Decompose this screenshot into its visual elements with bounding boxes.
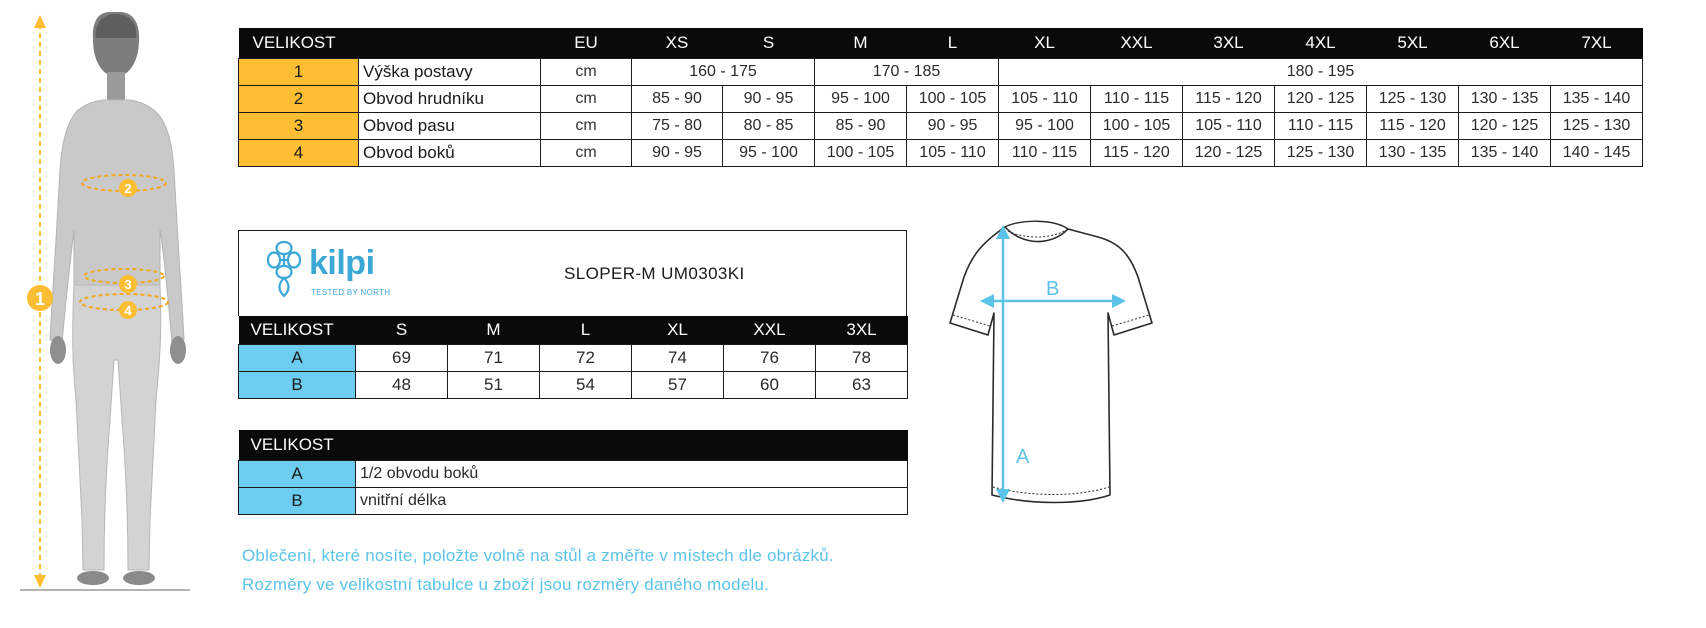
row-key: A — [239, 345, 356, 372]
row-number: 3 — [239, 113, 359, 140]
header-xs: XS — [632, 28, 723, 59]
person-legs — [73, 285, 161, 570]
legend-row-a — [239, 461, 908, 488]
row-label: Obvod pasu — [359, 113, 541, 140]
tshirt-outline-icon — [930, 215, 1200, 515]
legend-header — [239, 430, 908, 461]
table-cell: 105 - 110 — [1183, 113, 1275, 140]
header-l: L — [540, 316, 632, 345]
table-cell: 130 - 135 — [1367, 140, 1459, 167]
header-3xl: 3XL — [1183, 28, 1275, 59]
marker-4-label: 4 — [124, 303, 132, 318]
row-unit: cm — [541, 113, 632, 140]
legend-row-b — [239, 488, 908, 515]
table-row-height — [239, 59, 1643, 86]
marker-2 — [119, 179, 137, 197]
table-cell: 105 - 110 — [907, 140, 999, 167]
table-row-a — [239, 345, 908, 372]
header-l: L — [907, 28, 999, 59]
body-table-header — [239, 28, 1643, 59]
body-size-table — [238, 28, 1643, 167]
instruction-line-2: Rozměry ve velikostní tabulce u zboží jsou rozměry daného modelu. — [242, 575, 770, 594]
table-cell: 90 - 95 — [632, 140, 723, 167]
height-range-m-l: 170 - 185 — [815, 59, 999, 86]
instruction-line-1: Oblečení, které nosíte, položte volně na stůl a změřte v místech dle obrázků. — [242, 546, 834, 565]
header-m: M — [448, 316, 540, 345]
measurement-legend-table — [238, 430, 908, 515]
header-6xl: 6XL — [1459, 28, 1551, 59]
table-cell: 115 - 120 — [1091, 140, 1183, 167]
table-cell: 95 - 100 — [723, 140, 815, 167]
table-cell: 78 — [816, 345, 908, 372]
row-label: Obvod boků — [359, 140, 541, 167]
tshirt-label-a: A — [1016, 446, 1030, 468]
table-cell: 63 — [816, 372, 908, 399]
header-s: S — [356, 316, 448, 345]
row-label: Obvod hrudníku — [359, 86, 541, 113]
table-row-waist — [239, 113, 1643, 140]
tshirt-label-b: B — [1046, 278, 1060, 300]
table-cell: 100 - 105 — [907, 86, 999, 113]
table-row-hips — [239, 140, 1643, 167]
table-cell: 140 - 145 — [1551, 140, 1643, 167]
header-eu: EU — [541, 28, 632, 59]
header-xxl: XXL — [1091, 28, 1183, 59]
header-7xl: 7XL — [1551, 28, 1643, 59]
table-cell: 120 - 125 — [1183, 140, 1275, 167]
marker-2-label: 2 — [124, 181, 132, 196]
table-cell: 120 - 125 — [1275, 86, 1367, 113]
row-key: B — [239, 488, 356, 515]
table-cell: 125 - 130 — [1367, 86, 1459, 113]
header-4xl: 4XL — [1275, 28, 1367, 59]
table-row-chest — [239, 86, 1643, 113]
table-cell: 100 - 105 — [815, 140, 907, 167]
header-m: M — [815, 28, 907, 59]
header-velikost: VELIKOST — [239, 430, 908, 461]
table-cell: 135 - 140 — [1459, 140, 1551, 167]
height-range-xl-7xl: 180 - 195 — [999, 59, 1643, 86]
table-cell: 75 - 80 — [632, 113, 723, 140]
table-cell: 100 - 105 — [1091, 113, 1183, 140]
table-cell: 90 - 95 — [907, 113, 999, 140]
table-cell: 105 - 110 — [999, 86, 1091, 113]
table-cell: 69 — [356, 345, 448, 372]
table-cell: 125 - 130 — [1275, 140, 1367, 167]
table-cell: 95 - 100 — [815, 86, 907, 113]
table-cell: 80 - 85 — [723, 113, 815, 140]
header-xl: XL — [999, 28, 1091, 59]
marker-1 — [27, 285, 53, 311]
person-figure — [0, 0, 210, 600]
row-number: 1 — [239, 59, 359, 86]
row-number: 4 — [239, 140, 359, 167]
header-xxl: XXL — [724, 316, 816, 345]
marker-1-label: 1 — [34, 289, 46, 309]
table-cell: 125 - 130 — [1551, 113, 1643, 140]
header-5xl: 5XL — [1367, 28, 1459, 59]
legend-description: 1/2 obvodu boků — [356, 461, 908, 488]
table-cell: 90 - 95 — [723, 86, 815, 113]
table-cell: 76 — [724, 345, 816, 372]
header-3xl: 3XL — [816, 316, 908, 345]
row-key: B — [239, 372, 356, 399]
row-label: Výška postavy — [359, 59, 541, 86]
table-cell: 57 — [632, 372, 724, 399]
header-xl: XL — [632, 316, 724, 345]
kilpi-logo-knot-icon — [262, 238, 306, 304]
table-cell: 120 - 125 — [1459, 113, 1551, 140]
product-title: SLOPER-M UM0303KI — [564, 264, 745, 283]
height-range-xs-s: 160 - 175 — [632, 59, 815, 86]
product-table-header — [239, 316, 908, 345]
table-cell: 115 - 120 — [1183, 86, 1275, 113]
table-cell: 51 — [448, 372, 540, 399]
row-unit: cm — [541, 86, 632, 113]
marker-3 — [119, 275, 137, 293]
table-cell: 110 - 115 — [1091, 86, 1183, 113]
row-unit: cm — [541, 140, 632, 167]
table-cell: 48 — [356, 372, 448, 399]
table-cell: 135 - 140 — [1551, 86, 1643, 113]
row-unit: cm — [541, 59, 632, 86]
row-key: A — [239, 461, 356, 488]
table-cell: 115 - 120 — [1367, 113, 1459, 140]
table-cell: 85 - 90 — [815, 113, 907, 140]
table-row-b — [239, 372, 908, 399]
header-velikost: VELIKOST — [239, 316, 356, 345]
table-cell: 74 — [632, 345, 724, 372]
table-cell: 110 - 115 — [999, 140, 1091, 167]
legend-description: vnitřní délka — [356, 488, 908, 515]
table-cell: 85 - 90 — [632, 86, 723, 113]
header-s: S — [723, 28, 815, 59]
logo-wordmark: kilpi — [309, 244, 375, 282]
marker-3-label: 3 — [124, 277, 132, 292]
table-cell: 60 — [724, 372, 816, 399]
table-cell: 130 - 135 — [1459, 86, 1551, 113]
row-number: 2 — [239, 86, 359, 113]
product-size-table — [238, 316, 908, 399]
table-cell: 54 — [540, 372, 632, 399]
kilpi-logo — [262, 238, 402, 304]
logo-tagline: TESTED BY NORTH — [311, 288, 391, 297]
marker-4 — [119, 301, 137, 319]
table-cell: 71 — [448, 345, 540, 372]
table-cell: 72 — [540, 345, 632, 372]
header-velikost: VELIKOST — [239, 28, 541, 59]
table-cell: 110 - 115 — [1275, 113, 1367, 140]
table-cell: 95 - 100 — [999, 113, 1091, 140]
